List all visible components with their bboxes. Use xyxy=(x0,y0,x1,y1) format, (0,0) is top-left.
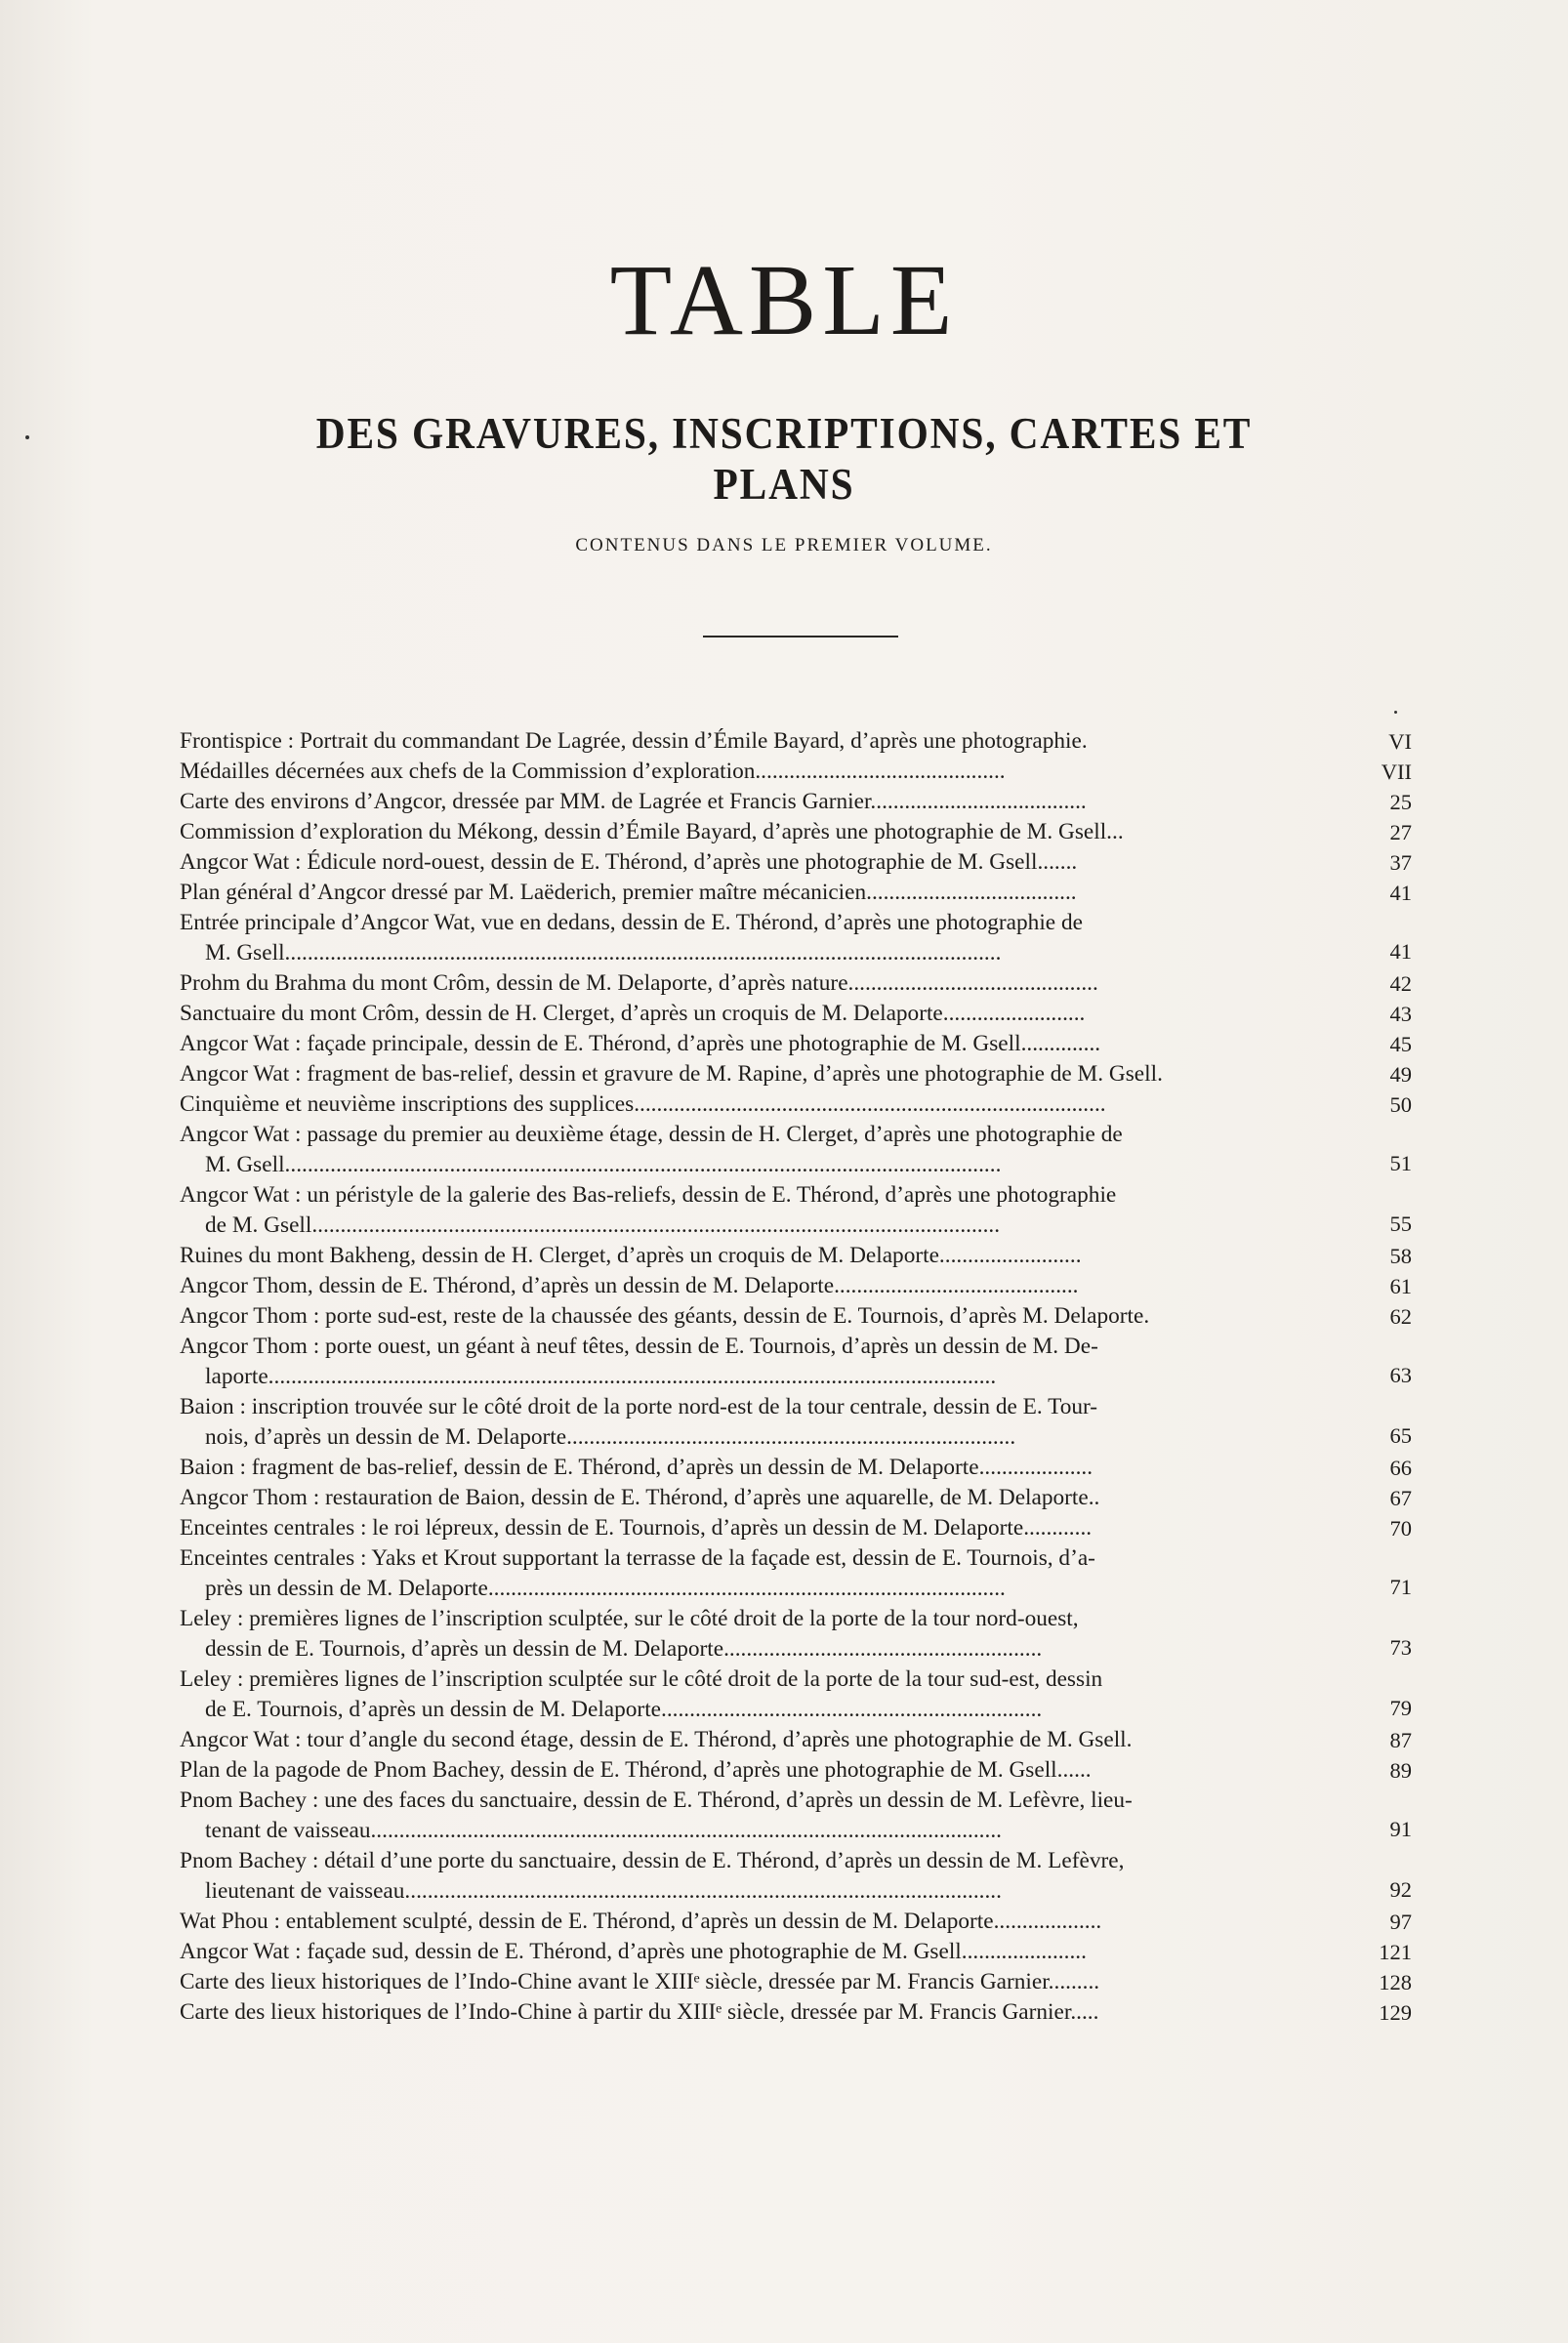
toc-entry-line: Angcor Wat : façade principale, dessin de E. Thérond, d’après une photographie de M. Gsell.............. xyxy=(180,1031,1101,1056)
toc-entry-line: nois, d’après un dessin de M. Delaporte............................................................................... xyxy=(205,1424,1016,1450)
toc-entry xyxy=(180,757,1412,787)
toc-entry-line: Wat Phou : entablement sculpté, dessin de E. Thérond, d’après un dessin de M. Delaporte................... xyxy=(180,1909,1102,1934)
toc-entry-text xyxy=(180,787,1341,817)
toc-entry-text xyxy=(180,1241,1341,1271)
toc-page-number: 65 xyxy=(1389,1423,1412,1448)
toc-entry-line: Angcor Wat : un péristyle de la galerie des Bas-reliefs, dessin de E. Thérond, d’après une photographie xyxy=(180,1182,1117,1208)
toc-page-number: 41 xyxy=(1389,939,1412,964)
toc-entry-text xyxy=(180,1271,1341,1301)
toc-page-number: 89 xyxy=(1389,1758,1412,1783)
toc-entry-line: Médailles décernées aux chefs de la Commission d’exploration............................................ xyxy=(180,759,1006,784)
toc-entry-text xyxy=(180,1786,1341,1846)
toc-entry-text xyxy=(180,1665,1341,1725)
toc-entry xyxy=(180,999,1412,1029)
toc-entry xyxy=(180,1786,1412,1846)
toc-entry xyxy=(180,1392,1412,1453)
toc-entry xyxy=(180,1453,1412,1483)
toc-entry xyxy=(180,1332,1412,1392)
toc-page-number: 25 xyxy=(1389,790,1412,814)
toc-entry-line: de E. Tournois, d’après un dessin de M. Delaporte................................................................... xyxy=(205,1697,1043,1722)
toc-entry-text xyxy=(180,757,1341,787)
toc-page-number: 91 xyxy=(1389,1817,1412,1841)
toc-page-number: 45 xyxy=(1389,1032,1412,1056)
toc-entry xyxy=(180,1907,1412,1937)
toc-page-number: 62 xyxy=(1389,1304,1412,1329)
toc-entry-line: de M. Gsell......................................................................................................................... xyxy=(205,1213,1001,1238)
toc-entry xyxy=(180,1120,1412,1180)
toc-entry xyxy=(180,908,1412,968)
toc-page-number: VI xyxy=(1388,729,1412,754)
volume-note: CONTENUS DANS LE PREMIER VOLUME. xyxy=(575,535,993,555)
toc-entry-line: Baion : inscription trouvée sur le côté droit de la porte nord-est de la tour centrale, dessin de E. Tour- xyxy=(180,1394,1098,1419)
divider xyxy=(703,636,898,637)
toc-entry-line: Carte des lieux historiques de l’Indo-Chine à partir du XIIIᵉ siècle, dressée par M. Francis Garnier..... xyxy=(180,1999,1099,2025)
toc-page-number: 128 xyxy=(1379,1970,1412,1994)
toc-entry-line: Angcor Wat : Édicule nord-ouest, dessin de E. Thérond, d’après une photographie de M. Gsell....... xyxy=(180,849,1078,875)
toc-entry-line: Entrée principale d’Angcor Wat, vue en dedans, dessin de E. Thérond, d’après une photographie de xyxy=(180,910,1083,935)
toc-entry-line: Frontispice : Portrait du commandant De Lagrée, dessin d’Émile Bayard, d’après une photographie. xyxy=(180,728,1088,754)
toc-entry-line: Enceintes centrales : le roi lépreux, dessin de E. Tournois, d’après un dessin de M. Delaporte............ xyxy=(180,1515,1093,1541)
toc-entry-text xyxy=(180,847,1341,878)
toc-page-number: 67 xyxy=(1389,1486,1412,1510)
toc-entry-line: Prohm du Brahma du mont Crôm, dessin de M. Delaporte, d’après nature............................................ xyxy=(180,970,1098,996)
toc-entry-text xyxy=(180,1604,1341,1665)
toc-entry xyxy=(180,1029,1412,1059)
toc-page-number: 70 xyxy=(1389,1516,1412,1541)
toc-entry-text xyxy=(180,999,1341,1029)
toc-entry-text xyxy=(180,908,1341,968)
toc-entry xyxy=(180,787,1412,817)
toc-entry xyxy=(180,1997,1412,2028)
toc-entry xyxy=(180,1241,1412,1271)
toc-entry xyxy=(180,1271,1412,1301)
toc-page-number: 37 xyxy=(1389,850,1412,875)
toc-entry-text xyxy=(180,1392,1341,1453)
toc-entry-line: Carte des lieux historiques de l’Indo-Chine avant le XIIIᵉ siècle, dressée par M. Francis Garnier......... xyxy=(180,1969,1100,1994)
toc-entry xyxy=(180,1089,1412,1120)
toc-entry-text xyxy=(180,1967,1341,1997)
toc-page-number: 92 xyxy=(1389,1877,1412,1902)
toc-entry-line: Angcor Thom : restauration de Baion, dessin de E. Thérond, d’après une aquarelle, de M. Delaporte.. xyxy=(180,1485,1100,1510)
toc-entry xyxy=(180,1665,1412,1725)
toc-entry xyxy=(180,968,1412,999)
toc-entry-line: Plan général d’Angcor dressé par M. Laëderich, premier maître mécanicien..................................... xyxy=(180,880,1077,905)
toc-entry xyxy=(180,1604,1412,1665)
toc-page-number: 41 xyxy=(1389,881,1412,905)
toc-entry xyxy=(180,1513,1412,1543)
toc-entry-text xyxy=(180,1029,1341,1059)
toc-entry-line: Ruines du mont Bakheng, dessin de H. Clerget, d’après un croquis de M. Delaporte......................... xyxy=(180,1243,1082,1268)
toc-entry-line: Pnom Bachey : une des faces du sanctuaire, dessin de E. Thérond, d’après un dessin de M. Lefèvre, lieu- xyxy=(180,1788,1133,1813)
toc-entry-text xyxy=(180,726,1341,757)
toc-entry xyxy=(180,1483,1412,1513)
toc-entry-line: Angcor Wat : façade sud, dessin de E. Thérond, d’après une photographie de M. Gsell...................... xyxy=(180,1939,1087,1964)
toc-entry-text xyxy=(180,1997,1341,2028)
toc-entry-text xyxy=(180,1937,1341,1967)
toc-page-number: 49 xyxy=(1389,1062,1412,1087)
toc-entry-text xyxy=(180,1301,1341,1332)
toc-entry-text xyxy=(180,1846,1341,1907)
toc-entry-line: Leley : premières lignes de l’inscription sculptée, sur le côté droit de la porte de la tour nord-ouest, xyxy=(180,1606,1079,1631)
toc-entry xyxy=(180,1543,1412,1604)
toc-page-number: 66 xyxy=(1389,1456,1412,1480)
toc-entry-text xyxy=(180,1725,1341,1755)
ink-speck xyxy=(1394,711,1397,714)
toc-entry-text xyxy=(180,1059,1341,1089)
toc-entry xyxy=(180,1725,1412,1755)
toc-entry xyxy=(180,1967,1412,1997)
toc-entry-line: Enceintes centrales : Yaks et Krout supportant la terrasse de la façade est, dessin de E. Tournois, d’a- xyxy=(180,1545,1095,1571)
toc-entry-line: Angcor Wat : passage du premier au deuxième étage, dessin de H. Clerget, d’après une photographie de xyxy=(180,1122,1123,1147)
toc-entry-text xyxy=(180,1483,1341,1513)
toc-page-number: 27 xyxy=(1389,820,1412,844)
toc-entry xyxy=(180,726,1412,757)
toc-page-number: 63 xyxy=(1389,1363,1412,1387)
toc-entry-line: Commission d’exploration du Mékong, dessin d’Émile Bayard, d’après une photographie de M. Gsell... xyxy=(180,819,1124,844)
toc-entry-text xyxy=(180,1907,1341,1937)
toc-page-number: 51 xyxy=(1389,1151,1412,1175)
toc-entry-line: lieutenant de vaisseau......................................................................................................... xyxy=(205,1878,1002,1904)
toc-page-number: 43 xyxy=(1389,1002,1412,1026)
toc-entry-line: Baion : fragment de bas-relief, dessin de E. Thérond, d’après un dessin de M. Delaporte.................... xyxy=(180,1455,1093,1480)
toc-entry-line: tenant de vaisseau............................................................................................................... xyxy=(205,1818,1002,1843)
toc-entry-line: Angcor Thom : porte ouest, un géant à neuf têtes, dessin de E. Tournois, d’après un dessin de M. De- xyxy=(180,1334,1098,1359)
toc-entry-text xyxy=(180,1120,1341,1180)
toc-entry-line: Leley : premières lignes de l’inscription sculptée sur le côté droit de la porte de la tour sud-est, dessin xyxy=(180,1666,1103,1692)
toc-entry xyxy=(180,878,1412,908)
toc-entry-line: M. Gsell.............................................................................................................................. xyxy=(205,1152,1002,1177)
toc-entry xyxy=(180,1937,1412,1967)
toc-entry-line: près un dessin de M. Delaporte........................................................................................... xyxy=(205,1576,1006,1601)
toc-entry xyxy=(180,1301,1412,1332)
toc-entry xyxy=(180,1755,1412,1786)
toc-page-number: 129 xyxy=(1379,2000,1412,2025)
toc-entry-line: Sanctuaire du mont Crôm, dessin de H. Clerget, d’après un croquis de M. Delaporte......................... xyxy=(180,1001,1086,1026)
toc-entry xyxy=(180,1059,1412,1089)
toc-page-number: 55 xyxy=(1389,1212,1412,1236)
toc-entry-line: Carte des environs d’Angcor, dressée par MM. de Lagrée et Francis Garnier...................................... xyxy=(180,789,1087,814)
toc-page-number: 71 xyxy=(1389,1575,1412,1599)
toc-entry-line: Pnom Bachey : détail d’une porte du sanctuaire, dessin de E. Thérond, d’après un dessin de M. Lefèvre, xyxy=(180,1848,1125,1873)
toc-entry-line: Angcor Thom : porte sud-est, reste de la chaussée des géants, dessin de E. Tournois, d’après M. Delaporte. xyxy=(180,1303,1150,1329)
page-title: TABLE xyxy=(609,244,959,356)
toc-entry xyxy=(180,847,1412,878)
toc-entry-text xyxy=(180,1180,1341,1241)
toc-page-number: 87 xyxy=(1389,1728,1412,1752)
toc-entry-line: Plan de la pagode de Pnom Bachey, dessin de E. Thérond, d’après une photographie de M. Gsell...... xyxy=(180,1757,1092,1783)
page-subtitle: DES GRAVURES, INSCRIPTIONS, CARTES ET PLANS xyxy=(315,409,1253,509)
ink-speck xyxy=(25,435,29,439)
toc-page-number: 42 xyxy=(1389,971,1412,996)
toc-entry-line: dessin de E. Tournois, d’après un dessin de M. Delaporte........................................................ xyxy=(205,1636,1043,1662)
toc-entry xyxy=(180,817,1412,847)
toc-entry-text xyxy=(180,1513,1341,1543)
toc-entry-text xyxy=(180,878,1341,908)
toc-entry-text xyxy=(180,1453,1341,1483)
toc-entry xyxy=(180,1180,1412,1241)
toc-entry-text xyxy=(180,1089,1341,1120)
toc-entry-line: laporte................................................................................................................................ xyxy=(205,1364,997,1389)
toc-entry xyxy=(180,1846,1412,1907)
table-of-contents xyxy=(180,726,1412,2028)
toc-entry-line: Angcor Wat : fragment de bas-relief, dessin et gravure de M. Rapine, d’après une photographie de M. Gsell. xyxy=(180,1061,1163,1087)
toc-entry-text xyxy=(180,1543,1341,1604)
toc-entry-line: Angcor Thom, dessin de E. Thérond, d’après un dessin de M. Delaporte........................................... xyxy=(180,1273,1079,1298)
toc-entry-text xyxy=(180,1332,1341,1392)
toc-entry-text xyxy=(180,817,1341,847)
toc-entry-text xyxy=(180,1755,1341,1786)
toc-page-number: VII xyxy=(1381,760,1412,784)
toc-page-number: 79 xyxy=(1389,1696,1412,1720)
toc-entry-line: M. Gsell.............................................................................................................................. xyxy=(205,940,1002,966)
toc-entry-text xyxy=(180,968,1341,999)
toc-page-number: 50 xyxy=(1389,1092,1412,1117)
toc-page-number: 61 xyxy=(1389,1274,1412,1298)
toc-page-number: 73 xyxy=(1389,1635,1412,1660)
toc-entry-line: Angcor Wat : tour d’angle du second étage, dessin de E. Thérond, d’après une photographie de M. Gsell. xyxy=(180,1727,1133,1752)
toc-entry-line: Cinquième et neuvième inscriptions des supplices................................................................................... xyxy=(180,1091,1106,1117)
toc-page-number: 121 xyxy=(1379,1940,1412,1964)
toc-page-number: 97 xyxy=(1389,1910,1412,1934)
toc-page-number: 58 xyxy=(1389,1244,1412,1268)
